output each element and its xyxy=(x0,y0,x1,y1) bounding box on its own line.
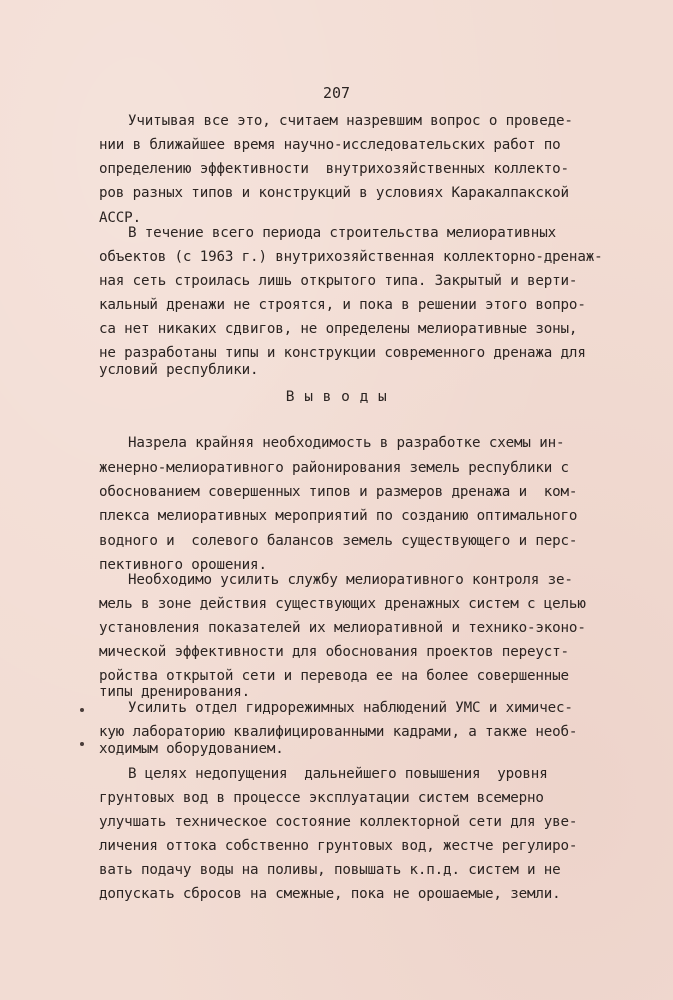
text-line: допускать сбросов на смежные, пока не орошаемые, земли. xyxy=(99,886,561,902)
text-line: Назрела крайняя необходимость в разработке схемы ин- xyxy=(128,435,565,451)
text-line: установления показателей их мелиоративной и технико-эконо- xyxy=(99,620,586,636)
text-line: са нет никаких сдвигов, не определены мелиоративные зоны, xyxy=(99,321,578,337)
text-line: Необходимо усилить службу мелиоративного контроля зе- xyxy=(128,572,573,588)
text-line: Учитывая все это, считаем назревшим вопрос о проведе- xyxy=(128,113,573,129)
margin-mark xyxy=(80,742,84,746)
text-line: нии в ближайшее время научно-исследовательских работ по xyxy=(99,137,561,153)
text-line: ров разных типов и конструкций в условиях Каракалпакской xyxy=(99,185,569,201)
text-line: мель в зоне действия существующих дренажных систем с целью xyxy=(99,596,586,612)
text-line: условий республики. xyxy=(99,362,259,378)
text-line: вать подачу воды на поливы, повышать к.п.д. систем и не xyxy=(99,862,561,878)
text-line: личения оттока собственно грунтовых вод, жестче регулиро- xyxy=(99,838,578,854)
text-line: женерно-мелиоративного районирования земель республики с xyxy=(99,460,569,476)
text-line: плекса мелиоративных мероприятий по созданию оптимального xyxy=(99,508,578,524)
text-line: ная сеть строилась лишь открытого типа. Закрытый и верти- xyxy=(99,273,578,289)
text-line: ройства открытой сети и перевода ее на более совершенные xyxy=(99,668,569,684)
text-line: пективного орошения. xyxy=(99,557,267,573)
text-line: обоснованием совершенных типов и размеров дренажа и ком- xyxy=(99,484,578,500)
text-line: улучшать техническое состояние коллекторной сети для уве- xyxy=(99,814,578,830)
text-line: не разработаны типы и конструкции современного дренажа для xyxy=(99,345,586,361)
text-line: кую лабораторию квалифицированными кадрами, а также необ- xyxy=(99,724,578,740)
text-line: мической эффективности для обоснования проектов переуст- xyxy=(99,644,569,660)
text-line: водного и солевого балансов земель существующего и перс- xyxy=(99,533,578,549)
text-line: определению эффективности внутрихозяйственных коллекто- xyxy=(99,161,569,177)
text-line: ходимым оборудованием. xyxy=(99,741,284,757)
text-line: АССР. xyxy=(99,210,141,226)
margin-mark xyxy=(80,708,84,712)
text-line: кальный дренажи не строятся, и пока в решении этого вопро- xyxy=(99,297,586,313)
section-heading: В ы в о д ы xyxy=(285,389,388,405)
text-line: Усилить отдел гидрорежимных наблюдений УМС и химичес- xyxy=(128,700,573,716)
text-line: В течение всего периода строительства мелиоративных xyxy=(128,225,556,241)
text-line: типы дренирования. xyxy=(99,684,251,700)
text-line: объектов (с 1963 г.) внутрихозяйственная коллекторно-дренаж- xyxy=(99,249,603,265)
page-number: 207 xyxy=(322,84,351,102)
text-line: В целях недопущения дальнейшего повышения уровня xyxy=(128,766,548,782)
text-line: грунтовых вод в процессе эксплуатации систем всемерно xyxy=(99,790,544,806)
